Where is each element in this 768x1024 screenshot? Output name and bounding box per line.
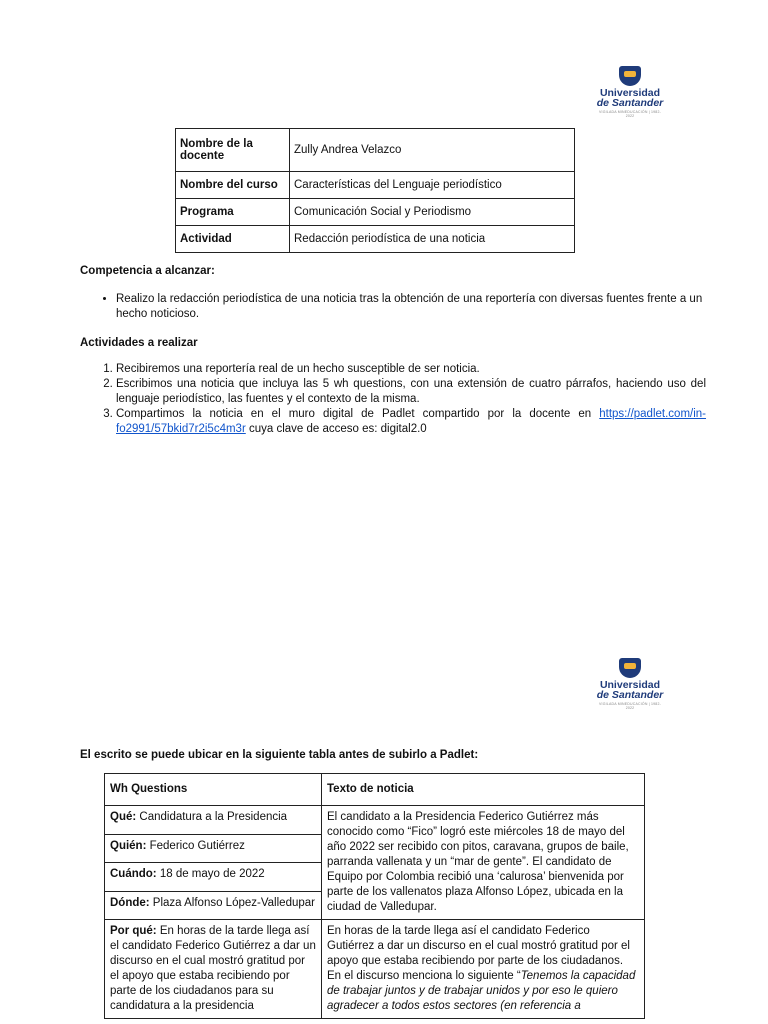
padlet-link[interactable]: https://padlet.com/in-fo2991/57bkid7r2i5c4m3r — [116, 408, 706, 435]
actividades-heading: Actividades a realizar — [80, 337, 198, 349]
list-item — [116, 407, 706, 437]
university-logo — [595, 658, 665, 710]
wh-questions-table — [104, 773, 645, 1019]
university-shield-icon — [619, 658, 641, 678]
info-row — [176, 226, 575, 253]
table-row — [105, 806, 645, 835]
logo-name-line1: Universidad — [599, 679, 661, 691]
university-logo — [595, 66, 665, 118]
wh-value: Plaza Alfonso López-Valledupar — [149, 896, 315, 909]
logo-name-line1: Universidad — [599, 87, 661, 99]
university-shield-icon — [619, 66, 641, 86]
wh-label: Dónde: — [110, 896, 150, 909]
wh-donde-cell — [105, 891, 322, 920]
column-header: Texto de noticia — [322, 774, 645, 806]
course-info-table — [175, 128, 575, 253]
wh-label: Cuándo: — [110, 868, 157, 880]
competencia-heading: Competencia a alcanzar: — [80, 265, 215, 277]
news-paragraph-2 — [322, 920, 645, 1019]
wh-value: 18 de mayo de 2022 — [156, 868, 265, 880]
info-row — [176, 172, 575, 199]
wh-quien-cell — [105, 834, 322, 863]
info-key: Nombre de la docente — [176, 129, 290, 172]
wh-label: Por qué: — [110, 925, 157, 937]
info-key: Actividad — [176, 226, 290, 253]
info-key: Nombre del curso — [176, 172, 290, 199]
column-header: Wh Questions — [105, 774, 322, 806]
table-row — [105, 920, 645, 1019]
info-row — [176, 129, 575, 172]
wh-label: Quién: — [110, 839, 147, 852]
logo-name-line2: de Santander — [596, 97, 664, 109]
info-row — [176, 199, 575, 226]
list-item: • Realizo la redacción periodística de una noticia tras la obtención de una reportería con diversas fuentes frente a un hecho noticioso. — [116, 292, 706, 322]
info-value: Características del Lenguaje periodístico — [290, 172, 575, 199]
wh-value: Candidatura a la Presidencia — [136, 811, 288, 823]
wh-cuando-cell — [105, 863, 322, 892]
wh-que-cell — [105, 806, 322, 835]
activity-text: Compartimos la noticia en el muro digital de Padlet compartido por la docente en — [116, 408, 600, 420]
list-item: 1. Recibiremos una reportería real de un hecho susceptible de ser noticia. — [116, 362, 706, 377]
wh-label: Qué: — [110, 811, 137, 823]
list-item: 2. Escribimos una noticia que incluya las 5 wh questions, con una extensión de cuatro párrafos, haciendo uso del lenguaje periodístico, las fuentes y el contexto de la misma. — [116, 377, 706, 407]
wh-value: En horas de la tarde llega así el candidato Federico Gutiérrez a dar un discurso en el cual mostró gratitud por el apoyo que estaba recibiendo por parte de los ciudadanos para su candidatura a la presidencia — [110, 925, 316, 1012]
info-value: Redacción periodística de una noticia — [290, 226, 575, 253]
actividades-list — [80, 362, 706, 437]
wh-porque-cell — [105, 920, 322, 1019]
info-value: Comunicación Social y Periodismo — [290, 199, 575, 226]
table-intro: El escrito se puede ubicar en la siguiente tabla antes de subirlo a Padlet: — [80, 749, 479, 761]
competencia-list — [80, 292, 706, 322]
paragraph-quote: Tenemos la capacidad de trabajar juntos y de trabajar unidos y por eso le quiero agradecer a todos estos sectores (en referencia a — [327, 970, 636, 1012]
info-key: Programa — [176, 199, 290, 226]
table-header-row — [105, 774, 645, 806]
info-value: Zully Andrea Velazco — [290, 129, 575, 172]
activity-text: cuya clave de acceso es: digital2.0 — [245, 423, 427, 435]
news-paragraph-1: El candidato a la Presidencia Federico Gutiérrez más conocido como “Fico” logró este miércoles 18 de mayo del año 2022 ser recibido con pitos, caravana, grupos de baile, parranda vallenata y un “mar de gente”. El candidato de Equipo por Colombia recibió una ‘calurosa’ bienvenida por parte de los vallenatos plaza Alfonso López, ubicada en la ciudad de Valledupar. — [322, 806, 645, 920]
paragraph-text: En horas de la tarde llega así el candidato Federico Gutiérrez a dar un discurso en el cual mostró gratitud por el apoyo que estaba recibiendo por parte de los ciudadanos. En el discurso menciona lo siguiente “ — [327, 925, 630, 982]
logo-tagline: VIGILADA MINEDUCACIÓN | 1982-2022 — [599, 110, 661, 118]
logo-name-line2: de Santander — [596, 689, 664, 701]
wh-value: Federico Gutiérrez — [146, 839, 245, 852]
logo-tagline: VIGILADA MINEDUCACIÓN | 1982-2022 — [599, 702, 661, 710]
